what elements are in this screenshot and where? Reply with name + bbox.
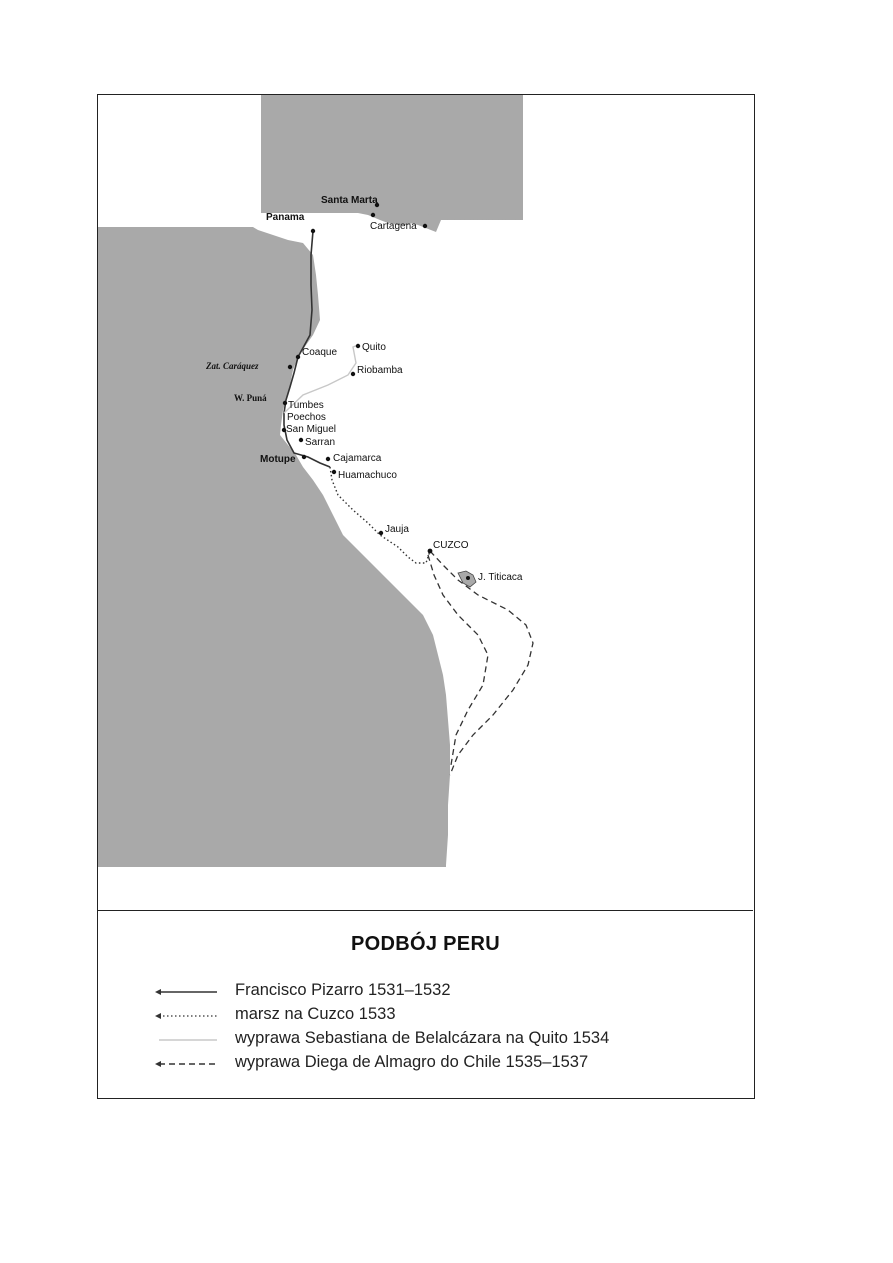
dot-cartagena-2 — [423, 224, 427, 228]
dot-huamachuco — [332, 470, 336, 474]
legend-line-dashed — [153, 1057, 223, 1071]
dot-panama — [311, 229, 315, 233]
label-cuzco: CUZCO — [433, 540, 469, 551]
legend-line-solid — [153, 985, 223, 999]
legend-label-pizarro: Francisco Pizarro 1531–1532 — [235, 981, 451, 999]
dot-zat-caraquez — [288, 365, 292, 369]
legend-label-march: marsz na Cuzco 1533 — [235, 1005, 396, 1023]
label-titicaca: J. Titicaca — [478, 572, 523, 583]
dot-quito — [356, 344, 360, 348]
legend-line-dotted — [153, 1009, 223, 1023]
dot-jauja — [379, 531, 383, 535]
label-poechos: Poechos — [287, 412, 326, 423]
label-huamachuco: Huamachuco — [338, 470, 397, 481]
legend — [98, 910, 753, 1097]
legend-label-almagro: wyprawa Diega de Almagro do Chile 1535–1537 — [235, 1053, 589, 1071]
label-jauja: Jauja — [385, 524, 409, 535]
label-quito: Quito — [362, 342, 386, 353]
legend-item-pizarro — [153, 981, 713, 1003]
map-frame — [97, 94, 755, 1099]
legend-title: PODBÓJ PERU — [351, 933, 500, 955]
label-zat-caraquez: Zat. Caráquez — [206, 361, 259, 371]
dot-riobamba — [351, 372, 355, 376]
legend-label-belalcazar: wyprawa Sebastiana de Belalcázara na Quito 1534 — [235, 1029, 610, 1047]
label-sarran: Sarran — [305, 437, 336, 448]
caribbean-sea-east — [261, 95, 523, 225]
dot-motupe — [302, 455, 306, 459]
dot-titicaca — [466, 576, 470, 580]
label-santa-marta: Santa Marta — [321, 195, 378, 206]
label-riobamba: Riobamba — [357, 365, 403, 376]
dot-tumbes — [283, 401, 287, 405]
dot-coaque — [296, 355, 300, 359]
dot-cartagena — [371, 213, 375, 217]
label-panama: Panama — [266, 212, 305, 223]
dot-cajamarca — [326, 457, 330, 461]
dot-sarran — [299, 438, 303, 442]
legend-item-belalcazar — [153, 1029, 713, 1051]
label-motupe: Motupe — [260, 454, 296, 465]
legend-item-almagro — [153, 1053, 713, 1075]
label-san-miguel: San Miguel — [286, 424, 337, 435]
dot-cuzco — [428, 549, 433, 554]
label-cajamarca: Cajamarca — [333, 453, 382, 464]
map-canvas — [98, 95, 753, 910]
label-coaque: Coaque — [302, 347, 338, 358]
label-cartagena: Cartagena — [370, 221, 417, 232]
legend-item-march — [153, 1005, 713, 1027]
label-w-puna: W. Puná — [234, 393, 267, 403]
label-tumbes: Tumbes — [288, 400, 324, 411]
legend-line-light — [153, 1033, 223, 1047]
